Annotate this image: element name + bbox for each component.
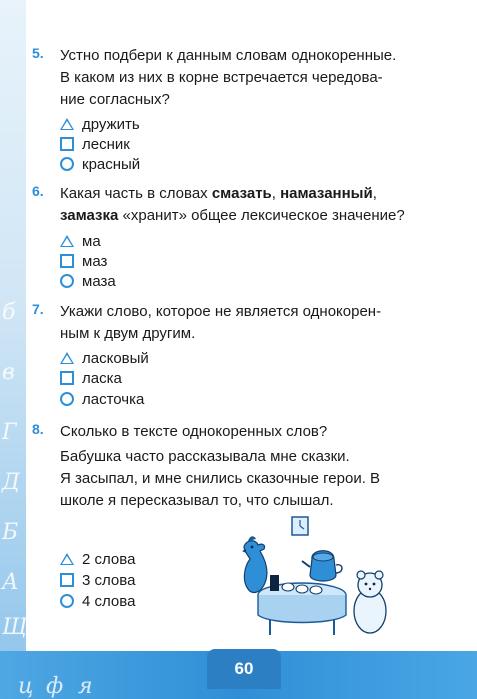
option[interactable]: [60, 389, 144, 409]
decorative-letter: в: [2, 360, 15, 385]
option[interactable]: [60, 134, 130, 154]
decorative-letter: Щ: [2, 615, 28, 640]
triangle-icon: [60, 235, 74, 247]
square-icon: [60, 371, 74, 385]
option[interactable]: [60, 570, 135, 590]
circle-icon: [60, 157, 74, 171]
wall-clock: [292, 517, 308, 535]
bold-word: замазка: [60, 207, 119, 224]
decorative-letter: А: [2, 570, 19, 595]
question-line: В каком из них в корне встречается чередова-: [60, 69, 383, 86]
option[interactable]: [60, 591, 135, 611]
question-line: ным к двум другим.: [60, 325, 196, 342]
hamster: [354, 571, 386, 633]
option-label: 3 слова: [82, 571, 136, 589]
question-line: Какая часть в словах смазать, намазанный,: [60, 185, 377, 202]
question-line: замазка «хранит» общее лексическое значение?: [60, 207, 405, 224]
option-label: дружить: [82, 115, 140, 133]
bold-word: намазанный: [280, 185, 373, 202]
decorative-letter: Б: [2, 520, 19, 545]
option[interactable]: [60, 348, 149, 368]
question-number: 7.: [32, 301, 44, 317]
text-line: Я засыпал, и мне снились сказочные герои. В: [60, 470, 381, 487]
text-line: Бабушка часто рассказывала мне сказки.: [60, 448, 350, 465]
option-label: 2 слова: [82, 550, 136, 568]
option-label: лесник: [82, 135, 130, 153]
option-label: ма: [82, 232, 101, 250]
question-number: 6.: [32, 183, 44, 199]
decorative-letter: б: [2, 300, 16, 325]
square-icon: [60, 254, 74, 268]
decorative-letter: Д: [2, 470, 20, 495]
circle-icon: [60, 274, 74, 288]
square-icon: [60, 137, 74, 151]
text-line: школе я пересказывал то, что слышал.: [60, 492, 334, 509]
rooster: [242, 536, 267, 592]
option[interactable]: [60, 368, 122, 388]
circle-icon: [60, 392, 74, 406]
left-decorative-band: [0, 0, 26, 699]
option-label: ласточка: [82, 390, 145, 408]
decorative-letter: я: [78, 674, 93, 699]
option-label: маз: [82, 252, 108, 270]
option-label: 4 слова: [82, 592, 136, 610]
question-line: Устно подбери к данным словам однокоренные.: [60, 47, 397, 64]
question-line: Сколько в тексте однокоренных слов?: [60, 423, 328, 440]
page-number: 60: [207, 649, 281, 689]
question-number: 5.: [32, 45, 44, 61]
question-line: Укажи слово, которое не является однокорен-: [60, 303, 382, 320]
option-label: красный: [82, 155, 141, 173]
triangle-icon: [60, 118, 74, 130]
triangle-icon: [60, 352, 74, 364]
decorative-letter: ф: [46, 674, 64, 699]
option[interactable]: [60, 114, 140, 134]
option[interactable]: [60, 251, 107, 271]
option[interactable]: [60, 154, 140, 174]
reading-text: [60, 446, 451, 512]
question-text: [60, 301, 451, 345]
question-number: 8.: [32, 421, 44, 437]
tea-party-illustration: [240, 511, 392, 641]
bold-word: смазать: [211, 185, 272, 202]
option-label: ласковый: [82, 349, 149, 367]
option-label: ласка: [82, 369, 122, 387]
option[interactable]: [60, 231, 101, 251]
option[interactable]: [60, 549, 135, 569]
question-line: ние согласных?: [60, 91, 170, 108]
question-text: [60, 421, 451, 443]
question-text: [60, 45, 451, 111]
decorative-letter: Г: [2, 420, 17, 445]
triangle-icon: [60, 553, 74, 565]
decorative-letter: ц: [18, 674, 34, 699]
option[interactable]: [60, 271, 116, 291]
question-text: [60, 183, 451, 227]
square-icon: [60, 573, 74, 587]
circle-icon: [60, 594, 74, 608]
option-label: маза: [82, 272, 116, 290]
